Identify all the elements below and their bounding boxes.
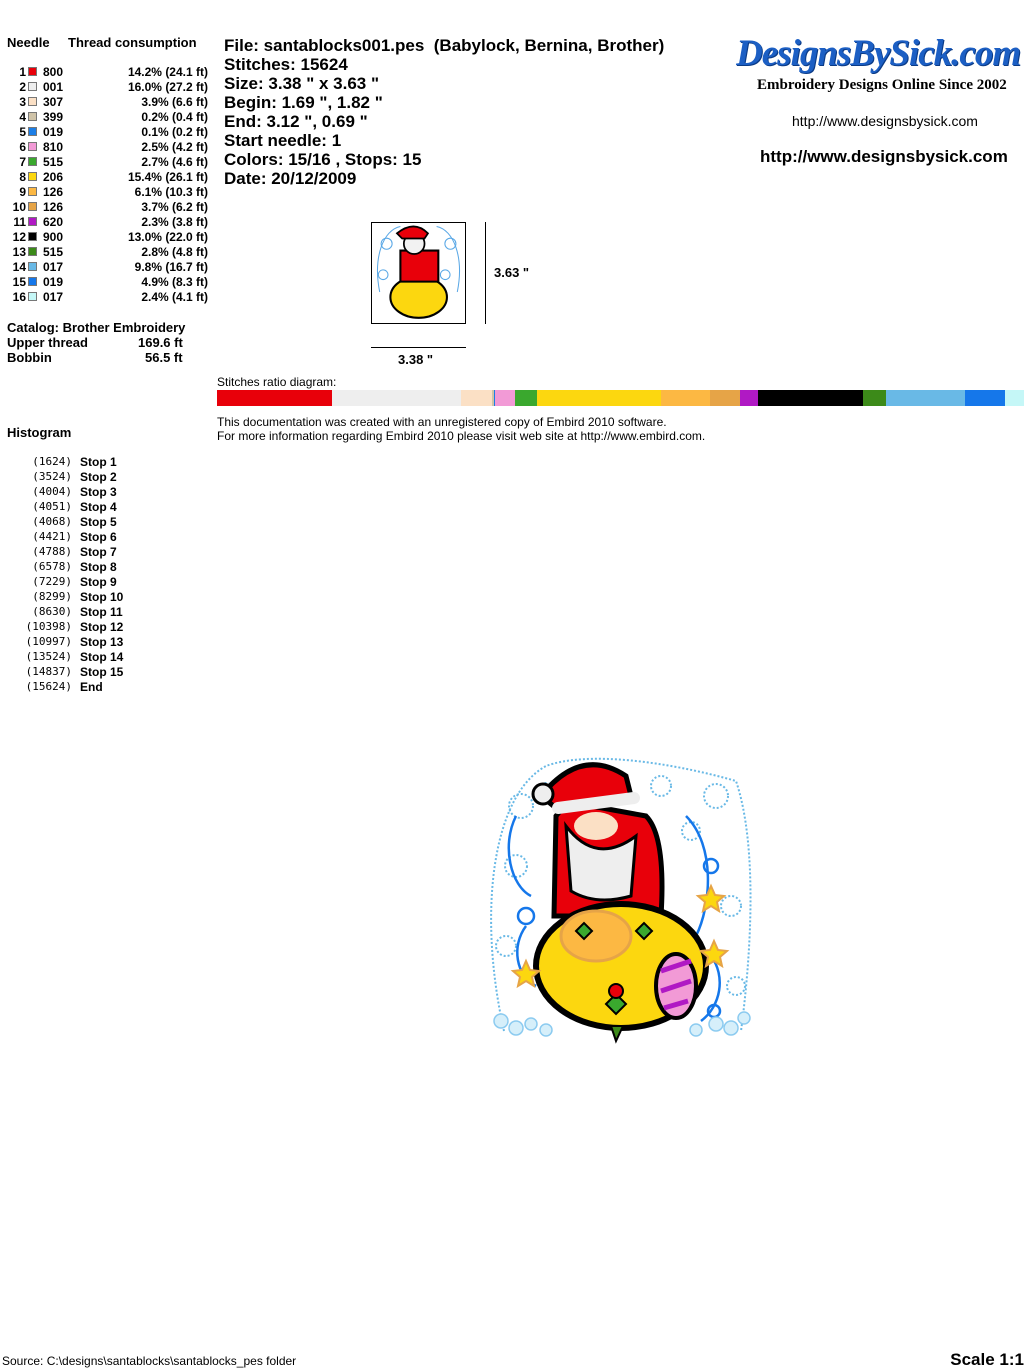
thread-code: 515 (43, 155, 64, 169)
needle-number: 9 (19, 185, 26, 199)
histogram-row (0, 665, 215, 680)
thread-consumption: 16.0% (27.2 ft) (127, 80, 208, 94)
thread-color-swatch (28, 232, 37, 241)
thread-consumption: 13.0% (22.0 ft) (127, 230, 208, 244)
needle-number: 16 (12, 290, 26, 304)
ratio-segment (758, 390, 863, 406)
stop-label: Stop 12 (80, 620, 124, 634)
needle-number: 4 (19, 110, 26, 124)
needle-row (0, 245, 215, 260)
thread-code: 017 (43, 290, 64, 304)
colors-stops: Colors: 15/16 , Stops: 15 (224, 150, 422, 169)
thread-consumption: 2.4% (4.1 ft) (141, 290, 208, 304)
needle-row (0, 185, 215, 200)
ratio-title: Stitches ratio diagram: (217, 375, 337, 389)
design-preview (486, 756, 754, 1048)
design-thumbnail (371, 222, 466, 324)
needle-row (0, 80, 215, 95)
needle-row (0, 275, 215, 290)
needle-row (0, 140, 215, 155)
stitch-count: (10997) (25, 635, 72, 648)
thread-code: 620 (43, 215, 64, 229)
thread-color-swatch (28, 157, 37, 166)
needle-row (0, 170, 215, 185)
design-date: Date: 20/12/2009 (224, 169, 357, 188)
stitch-count: (8630) (32, 605, 72, 618)
needle-number: 2 (19, 80, 26, 94)
needle-number: 15 (12, 275, 26, 289)
histogram-row (0, 635, 215, 650)
upper-thread-label: Upper thread (7, 335, 88, 350)
ratio-segment (740, 390, 759, 406)
stitch-count: (15624) (25, 680, 72, 693)
stitch-count: (14837) (25, 665, 72, 678)
width-dimension-label: 3.38 " (398, 352, 434, 367)
thread-code: 019 (43, 125, 64, 139)
stop-label: Stop 13 (80, 635, 124, 649)
ratio-segment (495, 390, 515, 406)
needle-number: 12 (12, 230, 26, 244)
ratio-segment (515, 390, 537, 406)
needle-row (0, 110, 215, 125)
thread-consumption: 6.1% (10.3 ft) (134, 185, 208, 199)
source-path: Source: C:\designs\santablocks\santablocks_pes folder (2, 1354, 297, 1368)
thread-code: 126 (43, 200, 64, 214)
stitch-count: (3524) (32, 470, 72, 483)
ratio-segment (710, 390, 740, 406)
thread-color-swatch (28, 172, 37, 181)
needle-number: 5 (19, 125, 26, 139)
thread-code: 399 (43, 110, 64, 124)
stitch-count: (4068) (32, 515, 72, 528)
thread-code: 800 (43, 65, 64, 79)
thread-color-swatch (28, 187, 37, 196)
design-info (224, 36, 724, 188)
ratio-segment (863, 390, 886, 406)
stitches-ratio-bar (217, 390, 1024, 406)
needle-list (0, 65, 215, 305)
thread-code: 206 (43, 170, 64, 184)
thread-color-swatch (28, 82, 37, 91)
thread-consumption: 2.5% (4.2 ft) (141, 140, 208, 154)
histogram-row (0, 590, 215, 605)
stop-label: Stop 1 (80, 455, 117, 469)
thread-color-swatch (28, 217, 37, 226)
thread-consumption: 3.7% (6.2 ft) (141, 200, 208, 214)
ratio-segment (217, 390, 332, 406)
needle-row (0, 290, 215, 305)
stop-label: Stop 2 (80, 470, 117, 484)
needle-row (0, 260, 215, 275)
stop-label: Stop 5 (80, 515, 117, 529)
ratio-segment (886, 390, 965, 406)
needle-number: 14 (12, 260, 26, 274)
stitch-count: (4004) (32, 485, 72, 498)
histogram-row (0, 605, 215, 620)
stitch-count: (1624) (32, 455, 72, 468)
histogram-row (0, 470, 215, 485)
histogram-row (0, 500, 215, 515)
stitches-count: Stitches: 15624 (224, 55, 348, 74)
brand-logo: DesignsBySick.com (736, 33, 1021, 74)
needle-number: 3 (19, 95, 26, 109)
needle-number: 10 (12, 200, 26, 214)
design-size: Size: 3.38 " x 3.63 " (224, 74, 380, 93)
thread-code: 307 (43, 95, 64, 109)
file-name: File: santablocks001.pes (Babylock, Bernina, Brother) (224, 36, 665, 55)
needle-number: 1 (19, 65, 26, 79)
needle-row (0, 200, 215, 215)
needle-row (0, 230, 215, 245)
thread-consumption: 4.9% (8.3 ft) (141, 275, 208, 289)
histogram-row (0, 620, 215, 635)
website-link-large[interactable]: http://www.designsbysick.com (760, 147, 1008, 166)
needle-row (0, 215, 215, 230)
histogram-row (0, 560, 215, 575)
histogram-row (0, 455, 215, 470)
ratio-segment (1005, 390, 1024, 406)
stitch-count: (4788) (32, 545, 72, 558)
needle-number: 8 (19, 170, 26, 184)
stitch-count: (10398) (25, 620, 72, 633)
ratio-segment (332, 390, 461, 406)
notice-line-1: This documentation was created with an unregistered copy of Embird 2010 software. (217, 415, 667, 429)
stop-label: Stop 10 (80, 590, 124, 604)
thread-consumption: 2.7% (4.6 ft) (141, 155, 208, 169)
height-dimension-line (485, 222, 486, 324)
thread-consumption: 2.8% (4.8 ft) (141, 245, 208, 259)
thread-consumption: 3.9% (6.6 ft) (141, 95, 208, 109)
begin-position: Begin: 1.69 ", 1.82 " (224, 93, 383, 112)
thread-color-swatch (28, 277, 37, 286)
stop-label: Stop 7 (80, 545, 117, 559)
needle-row (0, 65, 215, 80)
histogram-row (0, 485, 215, 500)
needle-row (0, 155, 215, 170)
catalog-label: Catalog: Brother Embroidery (7, 320, 186, 335)
scale-label: Scale 1:1 (950, 1350, 1024, 1369)
thread-code: 001 (43, 80, 64, 94)
needle-number: 11 (13, 215, 26, 229)
upper-thread-value: 169.6 ft (138, 335, 183, 350)
thread-code: 019 (43, 275, 64, 289)
thread-consumption: 0.2% (0.4 ft) (141, 110, 208, 124)
histogram-list (0, 455, 215, 695)
stop-label: Stop 3 (80, 485, 117, 499)
thread-consumption: 2.3% (3.8 ft) (141, 215, 208, 229)
histogram-title: Histogram (7, 425, 72, 440)
notice-line-2: For more information regarding Embird 2010 please visit web site at http://www.embird.com. (217, 429, 706, 443)
ratio-segment (965, 390, 1005, 406)
ratio-segment (537, 390, 661, 406)
stop-label: Stop 6 (80, 530, 117, 544)
needle-row (0, 125, 215, 140)
thread-code: 900 (43, 230, 64, 244)
needle-number: 7 (19, 155, 26, 169)
thread-consumption: 14.2% (24.1 ft) (127, 65, 208, 79)
thread-consumption: 15.4% (26.1 ft) (127, 170, 208, 184)
thread-code: 126 (43, 185, 64, 199)
santa-thumbnail-image (372, 223, 465, 323)
histogram-row (0, 650, 215, 665)
bobbin-value: 56.5 ft (145, 350, 183, 365)
thread-color-swatch (28, 262, 37, 271)
stitch-count: (4421) (32, 530, 72, 543)
thread-color-swatch (28, 97, 37, 106)
stitch-count: (8299) (32, 590, 72, 603)
end-position: End: 3.12 ", 0.69 " (224, 112, 368, 131)
width-dimension-line (371, 347, 466, 348)
stitch-count: (7229) (32, 575, 72, 588)
thread-code: 017 (43, 260, 64, 274)
stitch-count: (13524) (25, 650, 72, 663)
thread-code: 515 (43, 245, 64, 259)
needle-header: Needle (7, 35, 50, 50)
histogram-row (0, 680, 215, 695)
histogram-row (0, 515, 215, 530)
stop-label: Stop 9 (80, 575, 117, 589)
thread-color-swatch (28, 292, 37, 301)
needle-number: 6 (19, 140, 26, 154)
histogram-row (0, 575, 215, 590)
thread-color-swatch (28, 202, 37, 211)
thread-color-swatch (28, 112, 37, 121)
stop-label: Stop 14 (80, 650, 124, 664)
thread-code: 810 (43, 140, 64, 154)
website-link-small[interactable]: http://www.designsbysick.com (792, 113, 978, 129)
bobbin-label: Bobbin (7, 350, 52, 365)
height-dimension-label: 3.63 " (494, 265, 530, 280)
stop-label: Stop 4 (80, 500, 117, 514)
needle-number: 13 (12, 245, 26, 259)
stop-label: Stop 8 (80, 560, 117, 574)
thread-color-swatch (28, 127, 37, 136)
stop-label: Stop 11 (80, 605, 123, 619)
thread-consumption-header: Thread consumption (68, 35, 197, 50)
thread-consumption: 0.1% (0.2 ft) (141, 125, 208, 139)
histogram-row (0, 530, 215, 545)
thread-color-swatch (28, 247, 37, 256)
stitch-count: (4051) (32, 500, 72, 513)
start-needle: Start needle: 1 (224, 131, 342, 150)
santa-embroidery-image (486, 756, 754, 1048)
histogram-row (0, 545, 215, 560)
ratio-segment (461, 390, 492, 406)
stitch-count: (6578) (32, 560, 72, 573)
stop-label: Stop 15 (80, 665, 124, 679)
thread-consumption: 9.8% (16.7 ft) (134, 260, 208, 274)
stop-label: End (80, 680, 103, 694)
brand-tagline: Embroidery Designs Online Since 2002 (757, 77, 1007, 93)
ratio-segment (661, 390, 710, 406)
thread-color-swatch (28, 67, 37, 76)
thread-color-swatch (28, 142, 37, 151)
needle-row (0, 95, 215, 110)
